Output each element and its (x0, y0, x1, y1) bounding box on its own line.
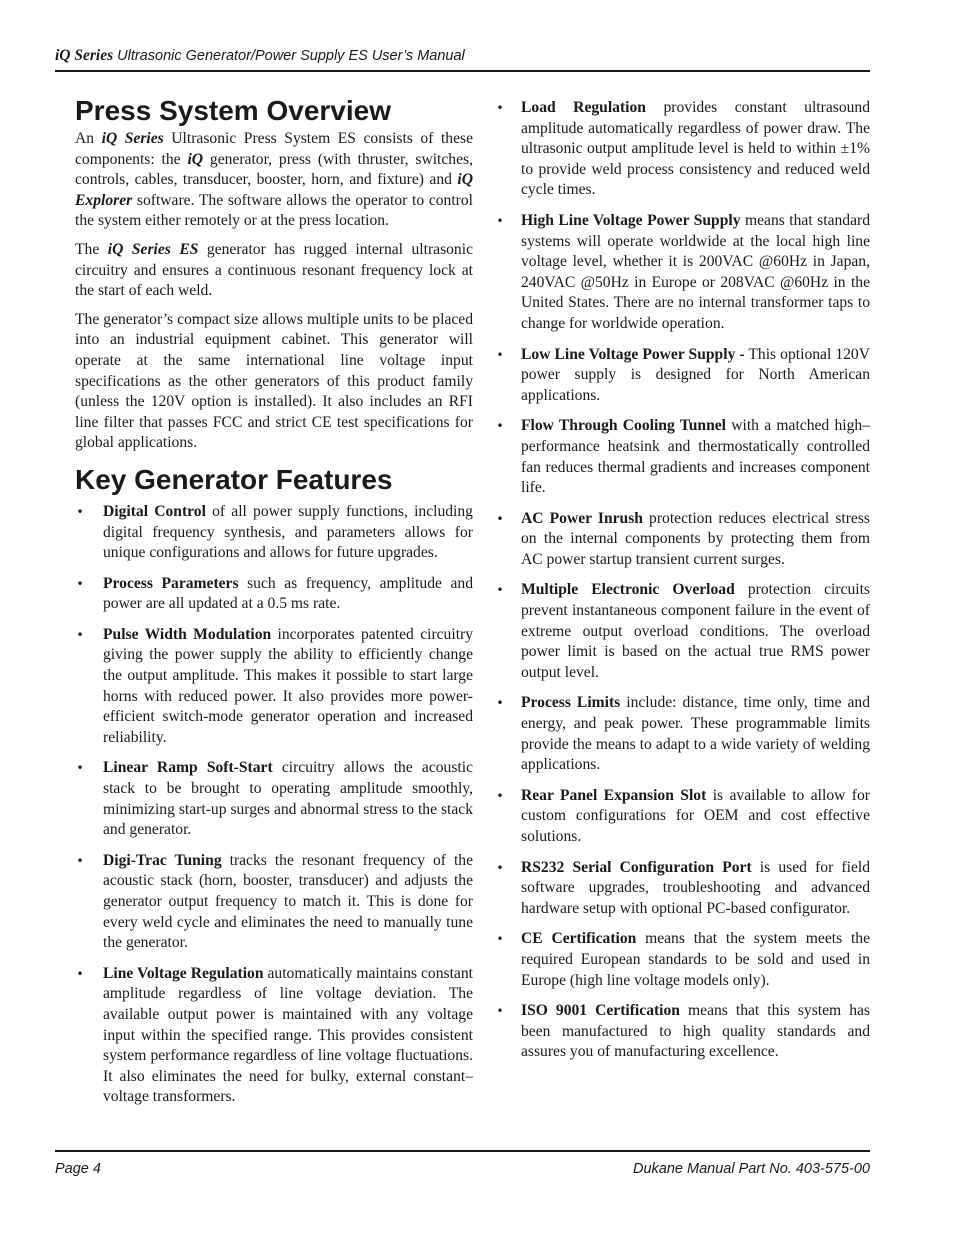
header-rule (55, 70, 870, 72)
right-column (493, 98, 870, 1073)
feature-term: Linear Ramp Soft-Start (103, 759, 273, 777)
feature-term: Process Limits (521, 694, 621, 712)
feature-term: Low Line Voltage Power Supply - (521, 345, 745, 363)
features-heading: Key Generator Features (75, 463, 393, 495)
bullet-icon: • (496, 788, 504, 803)
feature-description: tracks the resonant frequency of the acoustic stack (horn, booster, transducer) and adjusts the generator output frequency to match it. This is done for every weld cycle and eliminates the need to manually tune the generator. (103, 851, 473, 952)
bullet-icon: • (496, 419, 504, 434)
feature-item (493, 345, 870, 407)
feature-description: protection circuits prevent instantaneous component failure in the event of extreme output overload conditions. The overload power limit is based on the actual true RMS power output level. (521, 581, 870, 681)
bullet-icon: • (496, 932, 504, 947)
bullet-icon: • (496, 583, 504, 598)
bullet-icon: • (76, 853, 84, 868)
bullet-icon: • (76, 627, 84, 642)
feature-description: automatically maintains constant amplitude regardless of line voltage deviation. The available output power is maintained with any voltage input within the specified range. This provides consistent system performance regardless of line voltage fluctuations. It also eliminates the need for bulky, external constant–voltage transformers. (103, 964, 473, 1106)
feature-description: with a matched high–performance heatsink and thermostatically controlled fan reduces thermal gradients and increases component life. (521, 417, 870, 497)
bullet-icon: • (496, 213, 504, 228)
feature-term: Line Voltage Regulation (103, 964, 264, 982)
feature-description: is used for field software upgrades, troubleshooting and advanced hardware setup with optional PC-based configurator. (521, 858, 870, 917)
feature-item (493, 416, 870, 498)
feature-description: means that standard systems will operate worldwide at the local high line voltage level, whether it is 200VAC @60Hz in Japan, 240VAC @50Hz in Europe or 208VAC @60Hz in the United States. There are no internal transformer taps to change for worldwide operation. (521, 211, 870, 332)
overview-paragraph-1: An iQ Series Ultrasonic Press System ES consists of these components: the iQ generator, press (with thruster, switches, controls, cables, transducer, booster, horn, and fixture) and iQ Explorer software. The software allows the operator to control the system either remotely or at the press location. (75, 130, 473, 230)
feature-item (493, 858, 870, 920)
feature-description: include: distance, time only, time and energy, and peak power. These programmable limits provide the means to adapt to a wide variety of welding applications. (521, 694, 870, 774)
header-title: Ultrasonic Generator/Power Supply ES User’s Manual (113, 48, 465, 64)
feature-item (493, 1001, 870, 1063)
feature-description: such as frequency, amplitude and power are all updated at a 0.5 ms rate. (103, 574, 473, 613)
feature-term: High Line Voltage Power Supply (521, 211, 741, 229)
bullet-icon: • (496, 860, 504, 875)
bullet-icon: • (76, 576, 84, 591)
feature-item (493, 929, 870, 991)
feature-item (493, 693, 870, 775)
bullet-icon: • (496, 511, 504, 526)
feature-item (493, 211, 870, 335)
feature-item (75, 574, 473, 615)
feature-item (493, 786, 870, 848)
feature-item (75, 851, 473, 954)
feature-term: Load Regulation (521, 99, 646, 116)
bullet-icon: • (496, 101, 504, 115)
feature-item (493, 98, 870, 201)
feature-term: Pulse Width Modulation (103, 625, 272, 643)
feature-description: is available to allow for custom configurations for OEM and cost effective solutions. (521, 786, 870, 845)
feature-description: provides constant ultrasound amplitude automatically regardless of power draw. The ultrasonic output amplitude level is held to within ±1% to provide weld process consistency and reduced weld cycle times. (521, 99, 871, 199)
overview-heading: Press System Overview (75, 95, 391, 126)
feature-item (75, 964, 473, 1108)
footer-rule (55, 1150, 870, 1152)
feature-item (493, 580, 870, 683)
feature-description: means that the system meets the required European standards to be sold and used in Europe (high line voltage models only). (521, 930, 870, 989)
feature-description: of all power supply functions, including digital frequency synthesis, and parameters allows for unique configurations and allows for future upgrades. (103, 502, 473, 562)
bullet-icon: • (496, 347, 504, 362)
header-brand: iQ Series (55, 47, 114, 64)
feature-item (75, 758, 473, 840)
overview-paragraph-2: The iQ Series ES generator has rugged internal ultrasonic circuitry and ensures a continuous resonant frequency lock at the start of each weld. (75, 240, 473, 300)
feature-item (493, 509, 870, 571)
feature-description: incorporates patented circuitry giving the power supply the ability to efficiently change the output amplitude. This makes it possible to start large horns with reduced power. It also provides more power-efficient switch-mode generator operation and increased reliability. (103, 625, 474, 746)
manual-part-number: Dukane Manual Part No. 403-575-00 (633, 1161, 870, 1177)
feature-list-left (75, 502, 473, 1108)
feature-term: Multiple Electronic Overload (521, 581, 735, 599)
feature-term: Flow Through Cooling Tunnel (521, 417, 726, 435)
feature-term: Rear Panel Expansion Slot (521, 786, 707, 804)
feature-description: protection reduces electrical stress on the internal components by protecting them from AC power startup transient current surges. (521, 509, 870, 568)
feature-term: Process Parameters (103, 574, 239, 592)
feature-term: ISO 9001 Certification (521, 1002, 680, 1020)
feature-description: means that this system has been manufactured to high quality standards and assures you of manufacturing excellence. (521, 1002, 870, 1061)
feature-term: AC Power Inrush (521, 509, 643, 527)
overview-paragraph-3: The generator’s compact size allows multiple units to be placed into an industrial equipment cabinet. This generator will operate at the same international line voltage input specifications as the other generators of this product family (unless the 120V option is installed). It also includes an RFI line filter that passes FCC and strict CE test specifications for global applications. (75, 310, 473, 452)
feature-term: RS232 Serial Configuration Port (521, 858, 752, 876)
feature-item (75, 625, 473, 749)
bullet-icon: • (496, 1004, 504, 1019)
bullet-icon: • (496, 696, 504, 711)
bullet-icon: • (76, 504, 84, 519)
feature-term: Digital Control (103, 502, 206, 520)
bullet-icon: • (76, 966, 84, 981)
feature-term: CE Certification (521, 930, 637, 948)
feature-list-right (493, 98, 870, 1063)
left-column (75, 93, 473, 1118)
bullet-icon: • (76, 761, 84, 776)
running-header (55, 47, 870, 65)
feature-item (75, 502, 473, 564)
feature-description: circuitry allows the acoustic stack to be brought to operating amplitude smoothly, minimizing start-up surges and abnormal stress to the stack and generator. (103, 759, 473, 839)
feature-term: Digi-Trac Tuning (103, 851, 222, 869)
feature-description: This optional 120V power supply is designed for North American applications. (521, 345, 870, 404)
page-number: Page 4 (55, 1161, 101, 1177)
